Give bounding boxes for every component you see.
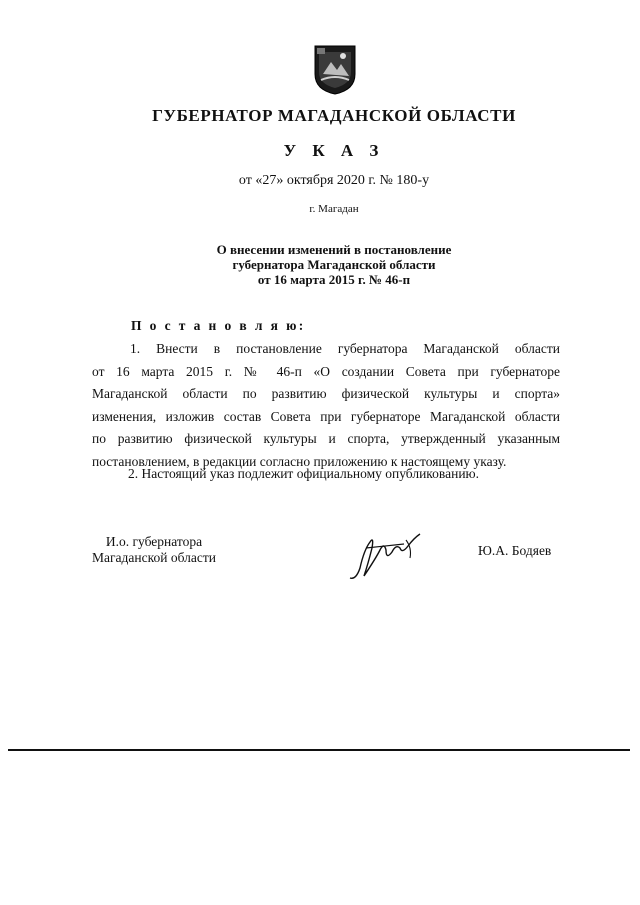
position-line: И.о. губернатора <box>105 534 203 549</box>
body-line: Магаданской области по развитию физической культуры и спорта» <box>92 386 560 401</box>
position-line: Магаданской области <box>92 550 216 565</box>
body-line: постановлением, в редакции согласно приложению к настоящему указу. <box>92 453 507 469</box>
document-date-number: от «27» октября 2020 г. № 180-у <box>238 173 430 188</box>
subject-line: О внесении изменений в постановление <box>216 242 452 257</box>
document-subject <box>14 242 640 287</box>
issuing-authority: ГУБЕРНАТОР МАГАДАНСКОЙ ОБЛАСТИ <box>152 106 516 125</box>
decree-word: П о с т а н о в л я ю: <box>131 318 306 333</box>
body-line: изменения, изложив состав Совета при губернаторе Магаданской области <box>92 408 560 424</box>
handwritten-signature <box>346 528 430 584</box>
signatory-name: Ю.А. Бодяев <box>478 543 552 558</box>
coat-of-arms-icon <box>313 44 357 96</box>
decree-item-1 <box>92 338 560 473</box>
decree-item-2: 2. Настоящий указ подлежит официальному опубликованию. <box>128 466 480 481</box>
signatory-position <box>92 534 216 566</box>
body-line: по развитию физической культуры и спорта, утвержденный указанным <box>92 431 560 446</box>
subject-line: губернатора Магаданской области <box>232 257 436 272</box>
bottom-divider <box>8 749 630 751</box>
body-line: 1. Внести в постановление губернатора Магаданской области <box>130 341 560 356</box>
document-type: У К А З <box>283 141 385 160</box>
document-city: г. Магадан <box>309 203 359 215</box>
body-line: от 16 марта 2015 г. № 46-п «О создании Совета при губернаторе <box>92 363 560 379</box>
subject-line: от 16 марта 2015 г. № 46-п <box>257 272 411 287</box>
